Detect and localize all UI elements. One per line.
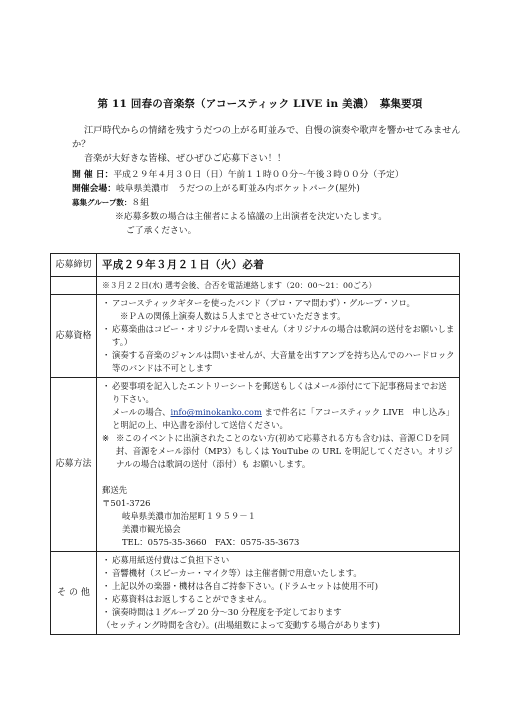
date-row — [72, 168, 472, 182]
selection-note-2: ご了承ください。 — [126, 226, 197, 236]
eligibility-item-2: ・ 応募楽曲はコピー・オリジナルを問いません（オリジナルの場合は歌詞の送付をお願いします。） — [102, 323, 455, 349]
other-item-4: ・ 応募資料はお返しすることができません。 — [102, 593, 455, 606]
groups-value: ８組 — [131, 198, 150, 208]
intro-line-2: 音楽が大好きな皆様、ぜひぜひご応募下さい！！ — [84, 153, 287, 164]
page-title: 第 11 回春の音楽祭（アコースティック LIVE in 美濃） 募集要項 — [97, 98, 423, 110]
other-row — [51, 552, 460, 635]
method-email-line — [102, 406, 455, 432]
groups-label: 募集グループ数： — [72, 198, 132, 207]
mail-address: 岐阜県美濃市加治屋町１９５９－１ — [122, 511, 256, 521]
other-header: そ の 他 — [51, 552, 97, 635]
venue-label: 開催会場： — [72, 184, 116, 194]
deadline-sub-cell — [97, 277, 460, 295]
intro-section — [72, 124, 472, 166]
venue-value: 岐阜県美濃市 うだつの上がる町並み内ポケットパーク(屋外) — [116, 184, 360, 194]
deadline-main-cell — [97, 254, 460, 277]
method-audio-note: ※ ※このイベントに出演されたことのない方(初めて応募される方も含む)は、音源ＣＤを同封、音源をメール添付（MP3）もしくは YouTube の URL を明記してください。オリジナルの場合は歌詞の送付（添付）も お願いします。 — [102, 432, 455, 471]
method-row — [51, 378, 460, 552]
method-email-prefix: メールの場合、 — [112, 407, 171, 417]
mail-zip: 〒501-3726 — [102, 498, 151, 508]
intro-line-1: 江戸時代からの情緒を残すうだつの上がる町並みで、自慢の演奏や歌声を響かせてみませんか？ — [72, 125, 461, 150]
other-cell — [97, 552, 460, 635]
method-item-1: ・ 必要事項を記入したエントリーシートを郵送もしくはメール添付にて下記事務局までお送り下さい。 — [102, 380, 455, 406]
deadline-row — [51, 254, 460, 277]
mail-to-label: 郵送先 — [102, 485, 128, 495]
other-item-5: ・ 演奏時間は１グループ 20 分～30 分程度を予定しております — [102, 606, 455, 619]
eligibility-row — [51, 295, 460, 378]
date-label: 開 催 日： — [72, 170, 114, 180]
deadline-date: 平成２９年３月２１日（火）必着 — [102, 258, 264, 271]
method-email-suffix: まで件名に「アコースティック LIVE 申し込み」と明記の上、申込書を添付して送信ください。 — [112, 407, 455, 430]
eligibility-item-1: ・ アコースティックギターを使ったバンド（プロ・アマ問わず）・グループ・ソロ。 — [102, 297, 455, 310]
other-item-5-cont: （セッティング時間を含む）。(出場組数によって変動する場合があります) — [102, 620, 380, 630]
other-item-2: ・ 音響機材（スピーカー・マイク等）は主催者側で用意いたします。 — [102, 567, 455, 580]
event-details — [72, 168, 472, 238]
date-value: 平成２９年４月３０日（日）午前１１時００分～午後３時００分（予定） — [113, 170, 404, 180]
deadline-note: ※３月２２日(水) 選考会後、合否を電話連絡します（20：00～21：00ごろ） — [102, 281, 377, 290]
venue-row — [72, 182, 472, 196]
deadline-header-cont — [51, 277, 97, 295]
spacer — [102, 471, 455, 484]
other-item-1: ・ 応募用紙送付費はご負担下さい — [102, 554, 455, 567]
method-cell — [97, 378, 460, 552]
other-item-3: ・ 上記以外の楽器・機材は各自ご持参下さい。(ドラムセットは使用不可) — [102, 580, 455, 593]
mail-organization: 美濃市観光協会 — [122, 524, 181, 534]
eligibility-item-3: ・ 演奏する音楽のジャンルは問いませんが、大音量を出すアンプを持ち込んでのハードロック等のバンドは不可とします — [102, 349, 455, 375]
method-header: 応募方法 — [51, 378, 97, 552]
deadline-header: 応募締切 — [51, 254, 97, 277]
deadline-sub-row — [51, 277, 460, 295]
eligibility-header: 応募資格 — [51, 295, 97, 378]
requirements-table — [50, 253, 460, 635]
email-link[interactable]: info@minokanko.com — [170, 407, 262, 417]
mail-contact: TEL：0575-35-3660 FAX：0575-35-3673 — [122, 537, 300, 547]
groups-row — [72, 196, 472, 210]
eligibility-cell — [97, 295, 460, 378]
selection-note: ※応募多数の場合は主催者による協議の上出演者を決定いたします。 — [115, 212, 388, 222]
eligibility-item-1-note: ※ＰＡの関係上演奏人数は５人までとさせていただきます。 — [120, 311, 346, 321]
